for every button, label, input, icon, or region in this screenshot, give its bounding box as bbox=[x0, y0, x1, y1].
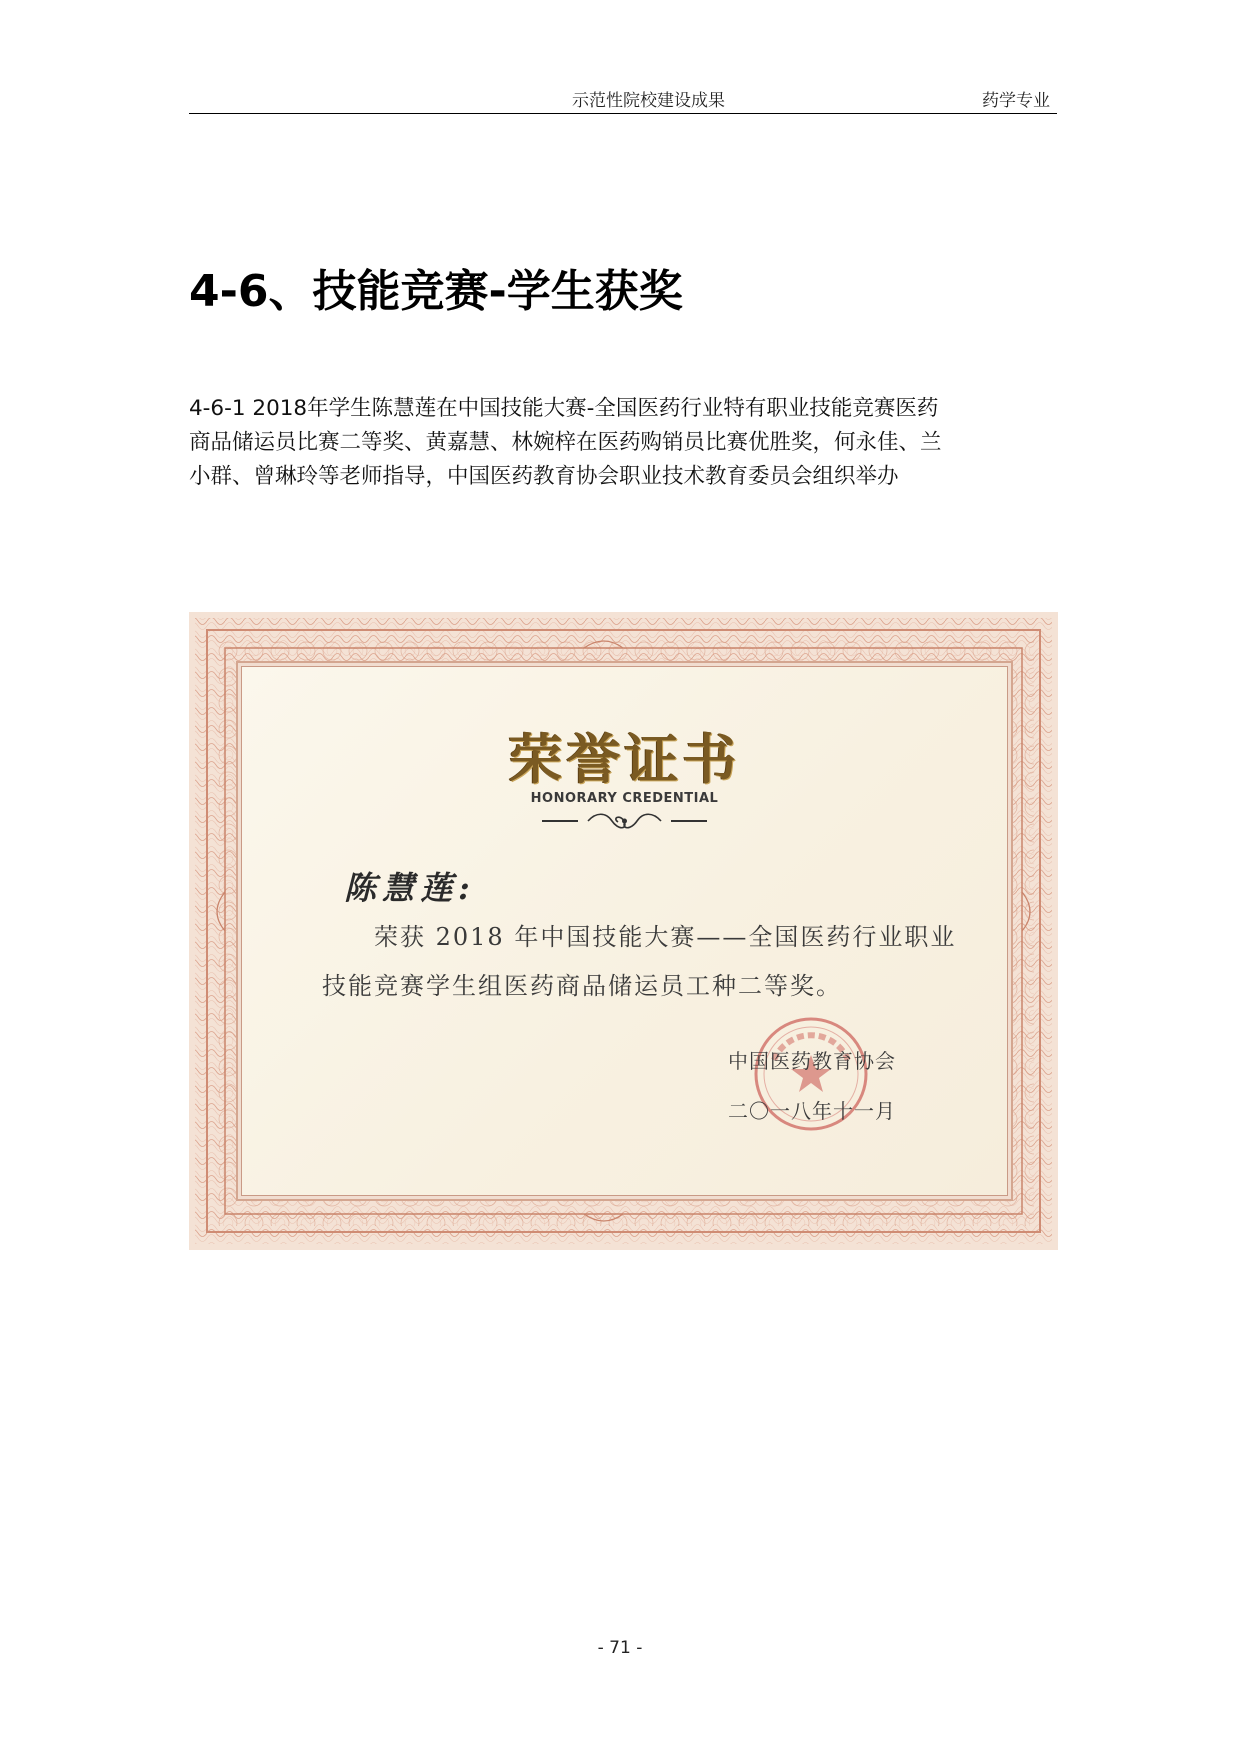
certificate-paper bbox=[241, 666, 1008, 1196]
header-right-text: 药学专业 bbox=[982, 91, 1050, 111]
section-title: 4-6、技能竞赛-学生获奖 bbox=[189, 266, 683, 317]
certificate-recipient: 陈慧莲: bbox=[344, 869, 476, 907]
certificate-body-line: 技能竞赛学生组医药商品储运员工种二等奖。 bbox=[322, 972, 842, 1000]
paragraph-line: 4-6-1 2018年学生陈慧莲在中国技能大赛-全国医药行业特有职业技能竞赛医药 bbox=[189, 396, 939, 421]
certificate-issuer: 中国医药教育协会 bbox=[728, 1049, 896, 1073]
certificate-body bbox=[322, 913, 962, 1011]
header-left-text: 示范性院校建设成果 bbox=[572, 91, 725, 111]
certificate-body-line: 荣获 2018 年中国技能大赛——全国医药行业职业 bbox=[374, 923, 957, 951]
certificate-title: 荣誉证书 bbox=[508, 727, 741, 791]
certificate-date: 二〇一八年十一月 bbox=[728, 1099, 896, 1123]
certificate-subtitle: HONORARY CREDENTIAL bbox=[530, 791, 719, 806]
section-paragraph bbox=[189, 392, 1059, 494]
certificate-image bbox=[189, 612, 1058, 1250]
ornament-divider-icon bbox=[542, 810, 707, 832]
header-rule bbox=[189, 113, 1057, 114]
paragraph-line: 小群、曾琳玲等老师指导，中国医药教育协会职业技术教育委员会组织举办 bbox=[189, 464, 899, 489]
page-number: - 71 - bbox=[597, 1638, 643, 1658]
paragraph-line: 商品储运员比赛二等奖、黄嘉慧、林婉梓在医药购销员比赛优胜奖，何永佳、兰 bbox=[189, 430, 942, 455]
